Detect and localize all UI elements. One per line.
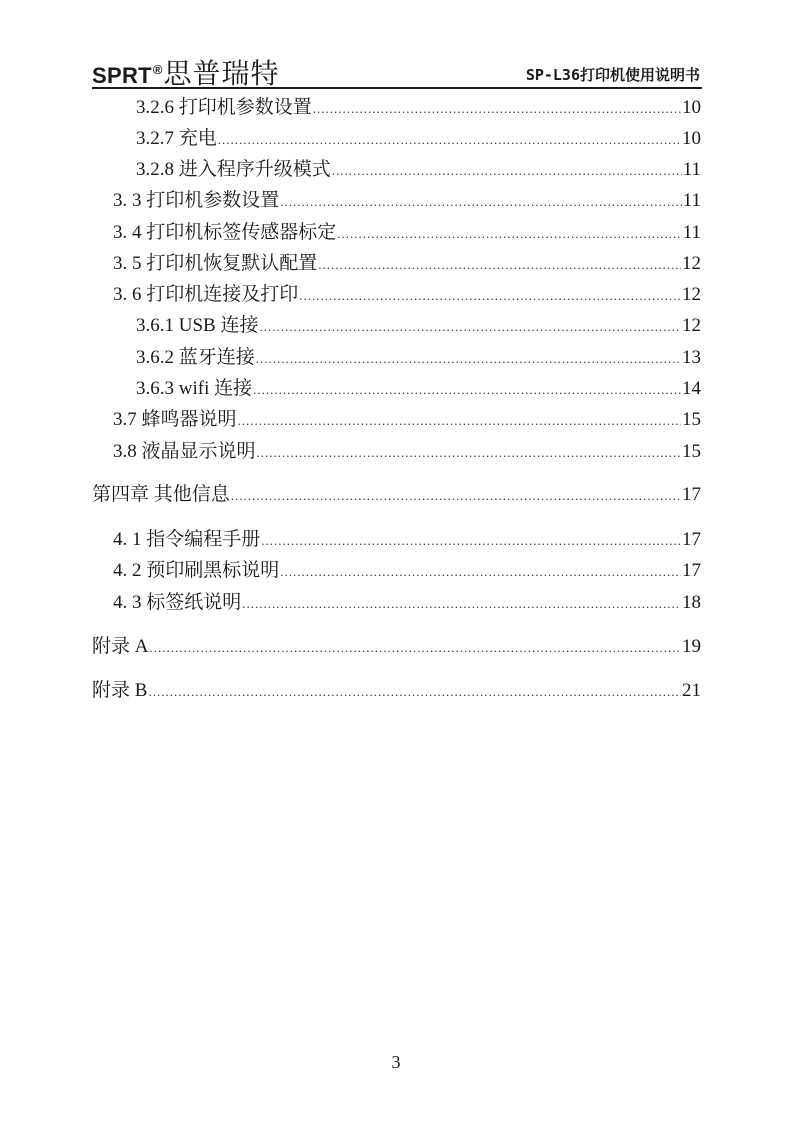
toc-entry-page: 12 [682,253,701,274]
toc-entry-title: 3.2.6 打印机参数设置 [136,97,312,118]
toc-entry-title: 4. 1 指令编程手册 [113,529,261,550]
toc-entry-title: 附录 B [92,680,148,701]
dot-leader [332,159,682,183]
toc-entry-page: 15 [682,441,701,462]
dot-leader [313,97,681,121]
toc-entry-3-6-2[interactable] [136,346,701,371]
toc-entry-title: 3. 6 打印机连接及打印 [113,284,299,305]
toc-entry-title: 4. 2 预印刷黑标说明 [113,560,280,581]
toc-entry-title: 3.6.2 蓝牙连接 [136,347,255,368]
brand-logo [92,52,279,92]
toc-entry-appendix-b[interactable] [92,679,701,704]
toc-entry-page: 11 [682,190,701,211]
toc-entry-page: 13 [682,347,701,368]
toc-entry-page: 18 [682,592,701,613]
toc-entry-page: 12 [682,315,701,336]
toc-entry-title: 4. 3 标签纸说明 [113,592,242,613]
toc-entry-3-2-8[interactable] [136,158,701,183]
brand-name-en: SPRT [92,63,152,88]
page-header [92,50,702,88]
toc-entry-title: 3.8 液晶显示说明 [113,441,256,462]
page-number: 3 [391,1052,401,1072]
toc-entry-page: 17 [682,529,701,550]
toc-entry-page: 11 [682,222,701,243]
toc-entry-3-6[interactable] [113,283,701,308]
toc-entry-4-1[interactable] [113,528,701,553]
toc-entry-3-2-6[interactable] [136,96,701,121]
document-title: SP-L36打印机使用说明书 [525,66,700,84]
toc-entry-page: 19 [682,636,701,657]
dot-leader [253,378,681,402]
toc-entry-3-7[interactable] [113,408,701,433]
dot-leader [257,441,681,465]
toc-entry-3-2-7[interactable] [136,127,701,152]
toc-entry-chapter-4[interactable] [92,483,701,508]
dot-leader [148,680,681,704]
toc-entry-3-5[interactable] [113,252,701,277]
toc-entry-page: 15 [682,409,701,430]
toc-entry-3-4[interactable] [113,221,701,246]
dot-leader [149,636,681,660]
toc-entry-title: 3.2.7 充电 [136,128,217,149]
toc-entry-title: 3.6.3 wifi 连接 [136,378,253,399]
dot-leader [218,128,681,152]
toc-entry-title: 3. 3 打印机参数设置 [113,190,280,211]
toc-entry-title: 第四章 其他信息 [92,484,230,505]
toc-entry-page: 10 [682,128,701,149]
dot-leader [318,253,681,277]
toc-entry-page: 17 [682,560,701,581]
toc-entry-page: 17 [682,484,701,505]
dot-leader [242,592,681,616]
dot-leader [231,484,681,508]
toc-entry-4-2[interactable] [113,559,701,584]
dot-leader [256,347,681,371]
toc-entry-appendix-a[interactable] [92,635,701,660]
toc-entry-3-6-3[interactable] [136,377,701,402]
dot-leader [299,284,681,308]
toc-entry-title: 3. 4 打印机标签传感器标定 [113,222,337,243]
toc-entry-3-6-1[interactable] [136,314,701,339]
dot-leader [337,222,681,246]
toc-entry-page: 10 [682,97,701,118]
toc-entry-3-3[interactable] [113,189,701,214]
toc-entry-title: 附录 A [92,636,149,657]
toc-entry-title: 3.2.8 进入程序升级模式 [136,159,331,180]
toc-entry-title: 3.7 蜂鸣器说明 [113,409,237,430]
dot-leader [259,315,681,339]
toc-entry-page: 12 [682,284,701,305]
toc-entry-title: 3.6.1 USB 连接 [136,315,259,336]
toc-entry-3-8[interactable] [113,440,701,465]
toc-entry-page: 14 [682,378,701,399]
toc-entry-page: 11 [682,159,701,180]
registered-mark: ® [152,62,163,77]
toc-entry-4-3[interactable] [113,591,701,616]
toc-entry-page: 21 [682,680,701,701]
dot-leader [280,560,681,584]
dot-leader [238,409,681,433]
brand-name-cn: 思普瑞特 [163,57,280,90]
toc-entry-title: 3. 5 打印机恢复默认配置 [113,253,318,274]
dot-leader [280,190,681,214]
dot-leader [261,529,681,553]
header-rule [92,87,702,89]
